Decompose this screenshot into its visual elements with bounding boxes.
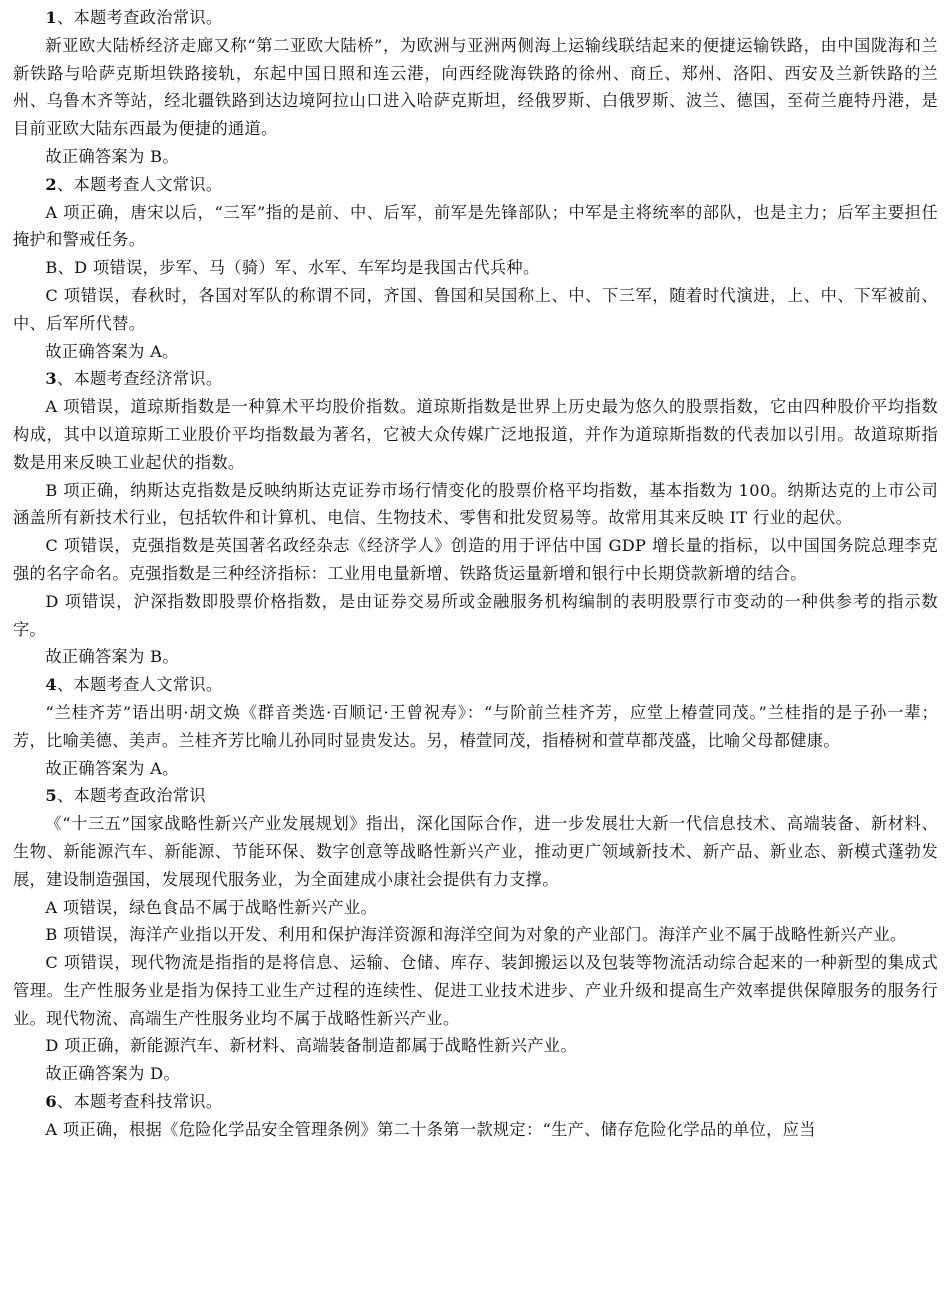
section-4-answer: 故正确答案为 A。 <box>45 758 179 778</box>
section-5-heading <box>13 782 938 810</box>
section-3-paragraph: B 项正确，纳斯达克指数是反映纳斯达克证券市场行情变化的股票价格平均指数，基本指数为 100。纳斯达克的上市公司涵盖所有新技术行业，包括软件和计算机、电信、生物技术、零售和批发贸易等。故常用其来反映 IT 行业的起伏。 <box>13 480 938 528</box>
section-title: 、本题考查人文常识。 <box>57 174 223 194</box>
section-number: 2 <box>45 174 58 194</box>
section-6-heading <box>13 1088 938 1116</box>
section-title: 、本题考查经济常识。 <box>57 369 223 389</box>
section-1-answer: 故正确答案为 B。 <box>45 146 179 166</box>
section-1-paragraph: 新亚欧大陆桥经济走廊又称“第二亚欧大陆桥”，为欧洲与亚洲两侧海上运输线联结起来的便捷运输铁路，由中国陇海和兰新铁路与哈萨克斯坦铁路接轨，东起中国日照和连云港，向西经陇海铁路的徐州、商丘、郑州、洛阳、西安及兰新铁路的兰州、乌鲁木齐等站，经北疆铁路到达边境阿拉山口进入哈萨克斯坦，经俄罗斯、白俄罗斯、波兰、德国，至荷兰鹿特丹港，是目前亚欧大陆东西最为便捷的通道。 <box>13 35 938 139</box>
section-5-paragraph: 《“十三五”国家战略性新兴产业发展规划》指出，深化国际合作，进一步发展壮大新一代信息技术、高端装备、新材料、生物、新能源汽车、新能源、节能环保、数字创意等战略性新兴产业，推动更广领域新技术、新产品、新业态、新模式蓬勃发展，建设制造强国，发展现代服务业，为全面建成小康社会提供有力支撑。 <box>13 814 938 889</box>
section-title: 、本题考查科技常识。 <box>57 1092 223 1112</box>
section-title: 、本题考查政治常识 <box>57 786 206 806</box>
section-number: 3 <box>45 369 58 389</box>
section-2-answer: 故正确答案为 A。 <box>45 341 179 361</box>
section-2-paragraph: B、D 项错误，步军、马（骑）军、水军、车军均是我国古代兵种。 <box>45 258 540 278</box>
section-3-answer: 故正确答案为 B。 <box>45 647 179 667</box>
section-2-paragraph: C 项错误，春秋时，各国对军队的称谓不同，齐国、鲁国和吴国称上、中、下三军，随着时代演进，上、中、下军被前、中、后军所代替。 <box>13 285 938 333</box>
section-3-heading <box>13 365 938 393</box>
section-4-paragraph: “兰桂齐芳”语出明·胡文焕《群音类选·百顺记·王曾祝寿》：“与阶前兰桂齐芳，应堂上椿萱同茂。”兰桂指的是子孙一辈；芳，比喻美德、美声。兰桂齐芳比喻儿孙同时显贵发达。另，椿萱同茂，指椿树和萱草都茂盛，比喻父母都健康。 <box>13 702 938 750</box>
section-1-heading <box>13 4 938 32</box>
section-5-paragraph: C 项错误，现代物流是指指的是将信息、运输、仓储、库存、装卸搬运以及包装等物流活动综合起来的一种新型的集成式管理。生产性服务业是指为保持工业生产过程的连续性、促进工业技术进步、产业升级和提高生产效率提供保障服务的服务行业。现代物流、高端生产性服务业均不属于战略性新兴产业。 <box>13 953 938 1028</box>
section-2-paragraph: A 项正确，唐宋以后，“三军”指的是前、中、后军，前军是先锋部队；中军是主将统率的部队，也是主力；后军主要担任掩护和警戒任务。 <box>13 202 938 250</box>
section-title: 、本题考查政治常识。 <box>57 8 223 27</box>
section-2-heading <box>13 171 938 199</box>
section-title: 、本题考查人文常识。 <box>57 675 223 695</box>
section-6-paragraph: A 项正确，根据《危险化学品安全管理条例》第二十条第一款规定：“生产、储存危险化学品的单位，应当 <box>45 1119 816 1139</box>
section-number: 1 <box>45 8 58 27</box>
section-4-heading <box>13 671 938 699</box>
section-5-paragraph: D 项正确，新能源汽车、新材料、高端装备制造都属于战略性新兴产业。 <box>45 1036 577 1056</box>
section-3-paragraph: C 项错误，克强指数是英国著名政经杂志《经济学人》创造的用于评估中国 GDP 增长量的指标，以中国国务院总理李克强的名字命名。克强指数是三种经济指标：工业用电量新增、铁路货运量新增和银行中长期贷款新增的结合。 <box>13 536 938 583</box>
document-page <box>13 4 938 1144</box>
section-5-paragraph: B 项错误，海洋产业指以开发、利用和保护海洋资源和海洋空间为对象的产业部门。海洋产业不属于战略性新兴产业。 <box>45 925 907 945</box>
section-5-paragraph: A 项错误，绿色食品不属于战略性新兴产业。 <box>45 897 378 917</box>
section-3-paragraph: A 项错误，道琼斯指数是一种算术平均股价指数。道琼斯指数是世界上历史最为悠久的股票指数，它由四种股价平均指数构成，其中以道琼斯工业股价平均指数最为著名，它被大众传媒广泛地报道，并作为道琼斯指数的代表加以引用。故道琼斯指数是用来反映工业起伏的指数。 <box>13 397 938 472</box>
section-number: 4 <box>45 675 58 695</box>
section-3-paragraph: D 项错误，沪深指数即股票价格指数，是由证券交易所或金融服务机构编制的表明股票行市变动的一种供参考的指示数字。 <box>13 591 938 639</box>
section-number: 5 <box>45 786 58 806</box>
section-number: 6 <box>45 1092 58 1112</box>
section-5-answer: 故正确答案为 D。 <box>45 1064 180 1084</box>
